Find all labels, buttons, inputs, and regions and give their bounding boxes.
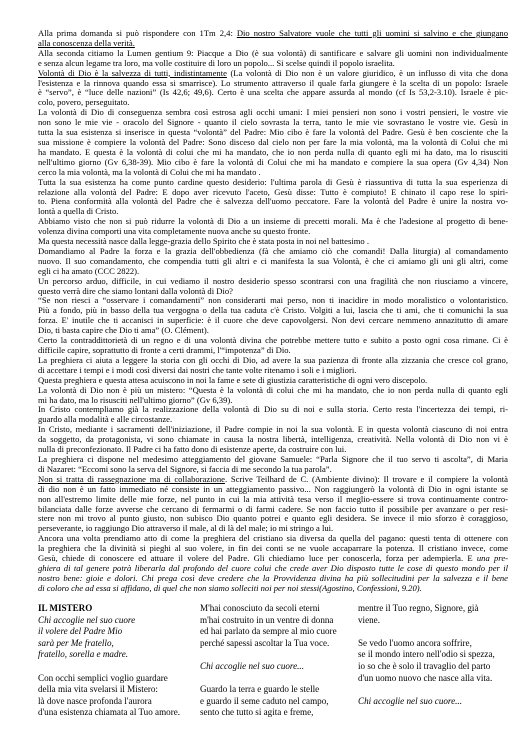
main-text-block bbox=[38, 29, 508, 594]
poem-column-3 bbox=[358, 603, 510, 707]
text-line bbox=[38, 445, 508, 455]
text-line bbox=[38, 514, 508, 524]
poem-line bbox=[38, 661, 196, 673]
text-segment: bilanciata dalle forze avverse che cercano di fermarmi o di farmi cadere. Se non faccio tutto il possibile per avanzare o per resi- bbox=[38, 504, 508, 514]
text-line bbox=[38, 336, 508, 346]
text-line bbox=[38, 237, 508, 247]
text-segment: volenza divina comporti una vita completamente nuova anche su questo fronte. bbox=[38, 227, 311, 237]
poem-line: Chi accoglie nel suo cuore... bbox=[200, 660, 304, 671]
text-line bbox=[38, 158, 508, 168]
text-segment: nulla di preconfezionato. Il Padre ci ha fatto dono di esistenze aperte, da costruire con lui. bbox=[38, 445, 347, 455]
text-line bbox=[38, 405, 508, 415]
text-segment: mi ha dato, ma lo risusciti nell'ultimo giorno” (Gv 6,39). bbox=[38, 395, 233, 405]
text-segment: sua missione è compiere la volontà del Padre: Sono disceso dal cielo non per fare la mia volontà, ma la volontà di Colui che mi bbox=[38, 137, 508, 147]
text-line bbox=[38, 346, 508, 356]
paragraph bbox=[38, 405, 508, 425]
text-line bbox=[38, 455, 508, 465]
text-segment: Domandiamo al Padre la forza e la grazia dell'obbedienza (fà che amiamo ciò che comandi! Dalla liturgia) al comandamento bbox=[38, 246, 508, 256]
text-segment: nostro bene: gioie e dolori. Chi prega così deve credere che la Provvidenza divina ha più sollecitudini per la salvezza e il bene bbox=[38, 573, 508, 583]
text-segment: di coloro che ad essa si affidano, di quel che non siamo solleciti noi per noi stessi(Agostino, Confessioni, 9.20). bbox=[38, 583, 422, 593]
text-segment: Non si tratta di rassegnazione ma di collaborazione bbox=[38, 474, 225, 484]
text-segment: difficile capire, soprattutto di fronte a certi drammi, l'“impotenza” di Dio. bbox=[38, 346, 291, 355]
text-segment: La volontà di Dio di conseguenza sembra così estrosa agli occhi umani: I miei pensieri non sono i vostri pensieri, le vostre vie bbox=[38, 108, 508, 118]
text-line bbox=[38, 217, 508, 227]
text-segment: to. Piena conformità alla volontà del Padre che è salvezza dell'uomo peccatore. Fare la volontà del Padre è unire la nostra vo- bbox=[38, 197, 508, 207]
text-line bbox=[38, 396, 508, 406]
poem-line: m'hai costruito in un ventre di donna bbox=[200, 614, 334, 625]
text-segment: Questa preghiera e questa attesa acuiscono in noi la fame e sete di giustizia caratteristiche di ogni vero discepolo. bbox=[38, 375, 428, 385]
text-line bbox=[38, 564, 508, 574]
text-segment: alla conoscenza della verità. bbox=[38, 38, 135, 48]
text-line bbox=[38, 465, 508, 475]
text-line bbox=[38, 128, 508, 138]
poem-line: fratello, sorella e madre. bbox=[38, 649, 129, 660]
text-segment: non sono le mie vie - oracolo del Signore - quanto il cielo sovrasta la terra, tanto le mie vie sovrastano le vostre vie. Gesù in bbox=[38, 118, 508, 128]
text-line bbox=[38, 495, 508, 505]
text-segment: la preghiera che la divinità si pieghi al suo volere, in fin dei conti se ne vuole accaparrare la potenza. Il cristiano invece, come bbox=[38, 544, 508, 554]
text-line bbox=[38, 98, 508, 108]
paragraph bbox=[38, 49, 508, 69]
poem-line: Con occhi semplici voglio guardare bbox=[38, 672, 168, 683]
text-line bbox=[38, 316, 508, 326]
text-line bbox=[38, 267, 508, 277]
text-line bbox=[38, 148, 508, 158]
text-line bbox=[38, 188, 508, 198]
text-line bbox=[38, 197, 508, 207]
text-segment: di dio non è un fatto immediato né consiste in un atteggiamento passivo... Non raggiungerò la volontà di Dio in ogni istante se bbox=[38, 484, 508, 494]
poem-column-2 bbox=[200, 603, 354, 719]
text-segment: lontà a quella di Cristo. bbox=[38, 207, 119, 217]
text-line bbox=[38, 376, 508, 386]
text-line bbox=[38, 306, 508, 316]
text-line bbox=[38, 524, 508, 534]
text-segment: egli ci ha amato (CCC 2822). bbox=[38, 266, 140, 276]
paragraph bbox=[38, 29, 508, 49]
paragraph bbox=[38, 277, 508, 297]
text-segment: di accettare i tempi e i modi così diversi dai nostri che tante volte ritenamo i soli e i migliori. bbox=[38, 365, 357, 375]
paragraph bbox=[38, 217, 508, 237]
text-line bbox=[38, 386, 508, 396]
text-segment: perseverante, io raggiungo Dio attraverso il male, al di là del male; io mi stringo a lui. bbox=[38, 524, 334, 534]
text-segment: da soggetto, da protagonista, vi sono chiamate in causa la nostra libertà, intelligenza, creatività. Nella volontà di Dio non vi è bbox=[38, 435, 508, 445]
text-line bbox=[38, 554, 508, 564]
text-segment: questo verrà dire che siamo lontani dalla volontà di Dio? bbox=[38, 286, 233, 296]
text-line bbox=[38, 88, 508, 98]
poem-line bbox=[358, 626, 510, 638]
text-segment: non all'estremo limite delle mie forze, nel punto in cui la mia attività tesa verso il meglio-essere si trova continuamente contro- bbox=[38, 494, 508, 504]
text-segment: La volontà di Dio non è più un mistero: “Questa è la volontà di colui che mi ha mandato, che io non perda nulla di quanto egli bbox=[38, 385, 508, 395]
paragraph bbox=[38, 376, 508, 386]
text-segment: ha mandato. E questa è la volontà di colui che mi ha mandato, che io non perda nulla di quanto egli mi ha dato, ma lo risusciti bbox=[38, 147, 508, 157]
text-segment: forza. E' inutile che ti accanisci in superficie: è il cuore che deve capovolgersi. Non devi cercare nemmeno annazitutto di amare bbox=[38, 316, 508, 326]
text-line bbox=[38, 475, 508, 485]
text-line bbox=[38, 227, 508, 237]
text-line bbox=[38, 178, 508, 188]
text-line bbox=[38, 69, 508, 79]
text-line bbox=[38, 138, 508, 148]
text-segment: Gesù, chiede di conoscere ed attuare il volere del Padre. Gli chiediamo luce per conoscerla, forza per adempierla. E bbox=[38, 554, 477, 564]
poem-line: il volere del Padre Mio bbox=[38, 626, 123, 637]
text-segment: La preghiera ci aiuta a leggere la storia con gli occhi di Dio, ad avere la sua pazienza di fronte alla zizzania che cresce col grano, bbox=[38, 355, 508, 365]
text-line bbox=[38, 534, 508, 544]
paragraph bbox=[38, 356, 508, 376]
text-segment: Dio nostro Salvatore vuole che tutti gli uomini si salvino e che giungano bbox=[236, 29, 508, 38]
paragraph bbox=[38, 296, 508, 336]
text-line bbox=[38, 287, 508, 297]
text-segment: una pre- bbox=[476, 554, 508, 564]
text-line bbox=[38, 257, 508, 267]
text-segment: Più a fondo, più in basso della tua vergogna o della tua caduta c'è Cristo. Volgiti a lui, lascia che ti ami, che ti comunichi la sua bbox=[38, 306, 508, 316]
poem-line bbox=[200, 649, 354, 661]
text-segment: è “servo”, è “luce delle nazioni” (Is 42,6; 49,6). Certo è una scelta che appare assurda al mondo (cf Is 53,2-3.10). Israele è pic- bbox=[38, 88, 508, 98]
paragraph bbox=[38, 69, 508, 109]
text-line bbox=[38, 435, 508, 445]
paragraph bbox=[38, 237, 508, 247]
poem-line: sento che tutto si agita e freme, bbox=[200, 707, 314, 718]
text-line bbox=[38, 39, 508, 49]
text-line bbox=[38, 584, 508, 594]
text-line bbox=[38, 207, 508, 217]
poem-line: mentre il Tuo regno, Signore, già bbox=[358, 603, 479, 613]
paragraph bbox=[38, 455, 508, 475]
text-segment: di Nazaret: “Eccomi sono la serva del Signore, si faccia di me secondo la tua parola”. bbox=[38, 464, 332, 474]
text-segment: (La volontà di Dio non è un valore giuridico, è un influsso di vita che dona bbox=[226, 68, 508, 78]
poem-line: d'una esistenza chiamata al Tuo amore. bbox=[38, 707, 181, 718]
text-line bbox=[38, 49, 508, 59]
text-segment: Alla seconda citiamo la Lumen gentium 9: Piacque a Dio (è sua volontà) di santificare e salvare gli uomini non individualmente bbox=[38, 48, 508, 58]
text-line bbox=[38, 326, 508, 336]
text-segment: guardo alla modalità e alle circostanze. bbox=[38, 415, 173, 425]
poem-line bbox=[358, 684, 510, 696]
text-line bbox=[38, 59, 508, 69]
text-line bbox=[38, 168, 508, 178]
poem-line: io so che è solo il travaglio del parto bbox=[358, 660, 491, 671]
text-line bbox=[38, 29, 508, 39]
text-segment: “Se non riesci a “osservare i comandamenti” non considerarti mai perso, non ti inacidire in modo moralistico o volontaristico. bbox=[38, 296, 508, 306]
paragraph bbox=[38, 108, 508, 177]
poem-line: M'hai conosciuto da secoli eterni bbox=[200, 603, 320, 613]
text-segment: Tutta la sua esistenza ha come punto cardine questo desiderio: l'ultima parola di Gesù è riassuntiva di tutta la sua esperienza di bbox=[38, 177, 508, 187]
text-line bbox=[38, 425, 508, 435]
poem-line: Chi accoglie nel suo cuore... bbox=[358, 695, 462, 706]
text-segment: Un percorso arduo, difficile, in cui vediamo il nostro desiderio spesso scontrarsi con una fragilità che non riusciamo a vincere, bbox=[38, 276, 508, 286]
text-line bbox=[38, 108, 508, 118]
poem-line: perché sapessi ascoltar la Tua voce. bbox=[200, 637, 330, 648]
poem-line: se il mondo intero nell'odio si spezza, bbox=[358, 649, 495, 660]
poem-line: viene. bbox=[358, 614, 380, 625]
text-line bbox=[38, 118, 508, 128]
paragraph bbox=[38, 247, 508, 277]
text-line bbox=[38, 505, 508, 515]
paragraph bbox=[38, 534, 508, 593]
text-segment: . Scrive Teilhard de C. (Ambiente divino): Il trovare e il compiere la volontà bbox=[224, 474, 508, 484]
paragraph bbox=[38, 336, 508, 356]
text-segment: Alla prima domanda si può rispondere con 1Tm 2,4: bbox=[38, 29, 237, 38]
text-segment: tutta la sua esistenza si inserisce in questa “volontà” del Padre: Mio cibo è fare la volontà del Padre. Gesù è ben cosciente che la bbox=[38, 128, 508, 138]
text-segment: Abbiamo visto che non si può ridurre la volontà di Dio a un insieme di precetti morali. Ma è che l'adesione al progetto di bene- bbox=[38, 217, 508, 227]
text-line bbox=[38, 296, 508, 306]
text-segment: nell'ultimo giorno (Gv 6,38-39). Mio cibo è fare la volontà di Colui che mi ha mandato e compiere la sua opera (Gv 4,34) Non bbox=[38, 157, 508, 167]
poem-line: Guardo la terra e guardo le stelle bbox=[200, 684, 320, 695]
poem-line: Se vedo l'uomo ancora soffrire, bbox=[358, 637, 472, 648]
text-line bbox=[38, 544, 508, 554]
text-segment: Ma questa necessità nasce dalla legge-grazia dello Spirito che è stata posta in noi nel battesimo . bbox=[38, 237, 369, 247]
text-segment: ghiera di tal genere potrà liberarla dal profondo del cuore colui che crede aver Dio disposto tutte le cose di questo mondo per il bbox=[38, 563, 508, 573]
poem-line bbox=[200, 673, 354, 685]
text-line bbox=[38, 277, 508, 287]
text-segment: nuovo. Il suo comandamento, che compendia tutti gli altri e ci manifesta la sua Volontà, è che ci amiamo gli uni gli altri, come bbox=[38, 256, 508, 266]
poem-line: là dove nasce profonda l'aurora bbox=[38, 695, 152, 706]
poem-title: IL MISTERO bbox=[38, 603, 93, 613]
text-segment: In Cristo, mediante i sacramenti dell'iniziazione, il Padre compie in noi la sua volontà. E in questa volontà ciascuno di noi entra bbox=[38, 425, 508, 435]
text-line bbox=[38, 79, 508, 89]
text-line bbox=[38, 415, 508, 425]
text-segment: colo, povero, perseguitato. bbox=[38, 98, 130, 108]
poem-line: sarà per Me fratello, bbox=[38, 637, 114, 648]
text-segment: Ancora una volta prendiamo atto di come la preghiera del cristiano sia diversa da quella del pagano: questi tenta di ottenere con bbox=[38, 534, 508, 544]
text-segment: Volontà di Dio è la salvezza di tutti, indistintamente bbox=[38, 68, 227, 78]
text-segment: stere non mi trovo al punto giusto, non subisco Dio quanto potrei e quanto egli desidera. Se invece il mio sforzo è coraggioso, bbox=[38, 514, 508, 524]
text-segment: In Cristo contempliamo già la realizzazione della volontà di Dio su di noi e sulla storia. Certo resta l'incertezza dei tempi, ri- bbox=[38, 405, 508, 415]
text-segment: l'esistenza e la rinnova quando essa si smarrisce). Lo strumento attraverso il quale farla giungere è la scelta di un popolo: Israele bbox=[38, 78, 508, 88]
text-line bbox=[38, 574, 508, 584]
poem-column-1 bbox=[38, 603, 196, 719]
paragraph bbox=[38, 475, 508, 534]
text-segment: Dio, ti basta capire che Dio ti ama” (O. Clément). bbox=[38, 326, 209, 336]
text-line bbox=[38, 247, 508, 257]
text-line bbox=[38, 485, 508, 495]
text-segment: cerco la mia volontà, ma la volontà di Colui che mi ha mandato . bbox=[38, 167, 261, 177]
poem-section bbox=[0, 603, 531, 733]
text-line bbox=[38, 356, 508, 366]
text-segment: e senza alcun legame tra loro, ma volle costituire di loro un popolo... Si scelse quindi il popolo israelita. bbox=[38, 58, 395, 68]
poem-line: e guardo il seme caduto nel campo, bbox=[200, 695, 329, 706]
paragraph bbox=[38, 178, 508, 218]
poem-line: Chi accoglie nel suo cuore bbox=[38, 614, 136, 625]
poem-line: della mia vita svelarsi il Mistero: bbox=[38, 684, 158, 695]
poem-line: ed hai parlato da sempre al mio cuore bbox=[200, 626, 337, 637]
text-segment: Certo la contraddittorietà di un regno e di una volontà divina che potrebbe mettere tutto e subito a posto ogni cosa rimane. Ci è bbox=[38, 336, 508, 346]
text-segment: La preghiera ci dispone nel medesimo atteggiamento del giovane Samuele: “Parla Signore che il tuo servo ti ascolta”, di Maria bbox=[38, 454, 508, 464]
text-segment: relazione alla volontà del Padre: E dopo aver ricevuto l'aceto, Gesù disse: Tutto è compiuto! E chinato il capo rese lo spiri- bbox=[38, 187, 508, 197]
poem-line: d'un uomo nuovo che nasce alla vita. bbox=[358, 672, 493, 683]
text-line bbox=[38, 366, 508, 376]
paragraph bbox=[38, 386, 508, 406]
paragraph bbox=[38, 425, 508, 455]
